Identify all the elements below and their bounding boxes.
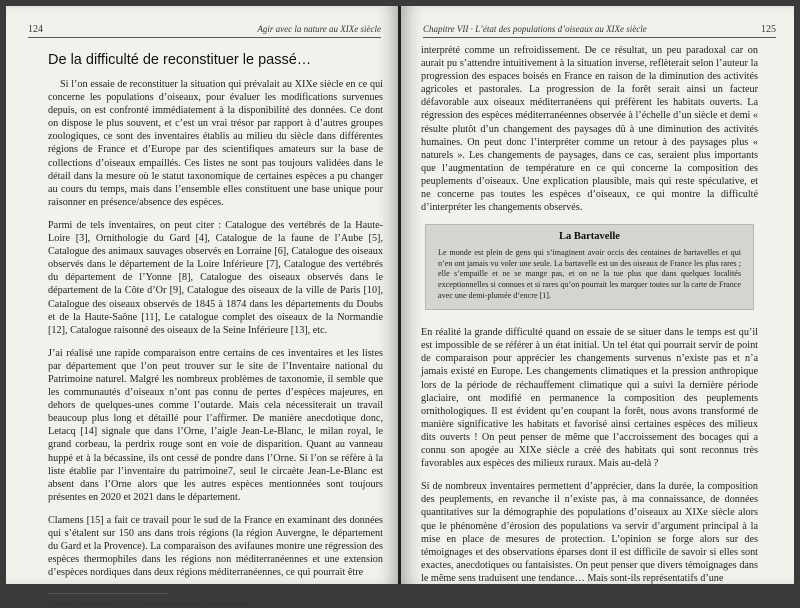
left-running-title: Agir avec la nature au XIXe siècle: [257, 24, 381, 34]
right-page-number: 125: [761, 24, 776, 35]
left-paragraph-2: Parmi de tels inventaires, on peut citer : Catalogue des vertébrés de la Haute-Loire [3], Ornithologie du Gard [4], Catalogue de la faune de l’Aube [5], Catalogue des animaux sauvages observés en Lorraine [6], Catalogue des oiseaux observés dans le département de la Loire Inférieure [7], Catalogue des vertébrés du département de l’Yonne [8], Catalogue des oiseaux observés dans le département de la Côte d’Or [9], Catalogue des oiseaux de la ville de Paris [10], Catalogue des oiseaux observés de 1845 à 1874 dans les départements du Doubs et de la Haute-Saône [11], Le catalogue complet des oiseaux de la Normandie [12], Catalogue raisonné des oiseaux de la Seine Inférieure [13], etc.: [48, 219, 383, 336]
right-text-block: [421, 44, 758, 595]
left-paragraph-3: J’ai réalisé une rapide comparaison entre certains de ces inventaires et les listes par département que l’on peut trouver sur le site de l’Inventaire national du Patrimoine naturel. Malgré les nombreux problèmes de taxonomie, il semble que les communautés d’oiseaux n’ont pas connu de pertes d’espèces majeures, en dehors de quelques-unes comme l’outarde. Mais cela nécessiterait un travail beaucoup plus long et détaillé pour l’affirmer. De manière anecdotique donc, Letacq [14] signale que dans l’Orne, l’aigle Jean-Le-Blanc, le milan royal, le grand corbeau, la perdrix rouge sont en voie de disparition. Quant au vanneau huppé et à la bécassine, ils ont cessé de pondre dans l’Orne. Si l’on se réfère à la liste établie par l’inventaire du patrimoine7, seul le circaète Jean-Le-Blanc est absent dans l’Orne alors que les autres espèces mentionnées sont toujours présentes en 2020 et 2021 dans le département.: [48, 347, 383, 503]
left-page: [6, 6, 399, 608]
right-paragraph-1: interprété comme un refroidissement. De ce résultat, un peu paradoxal car on aurait pu s’attendre intuitivement à la situation inverse, reflèterait selon l’auteur la progression des espaces boisés en France en raison de la diminution des activités agricoles et pastorales. La progression de la forêt serait ainsi un facteur défavorable aux oiseaux méditerranéens qui préfèrent les habitats ouverts. La régression des espèces méditerranéennes observée à l’échelle d’un siècle et demi « résulte plutôt d’un changement des paysages dû à une diminution des activités humaines. On peut donc l’interpréter comme un retour à des paysages plus « naturels ». Les changements de paysages, dans ce cas, seraient plus importants que l’augmentation de température en ce qui concerne la composition des peuplements d’oiseaux. Une explication plausible, mais qui reste spéculative, et ne concerne pas toutes les espèces d’oiseaux, ce qui montre la difficulté d’interpréter les changements observés.: [421, 45, 758, 214]
right-running-title: Chapitre VII · L’état des populations d’oiseaux au XIXe siècle: [423, 24, 647, 34]
left-paragraph-4: Clamens [15] a fait ce travail pour le sud de la France en examinant des données qui s’étalent sur 150 ans dans trois régions (la région Auvergne, le département du Gard et la Provence). La comparaison des avifaunes montre une régression des espèces thermophiles dans les régions non méditerranéennes et une extension d’espèces nordiques dans deux régions méditerranéennes, ce qui pourrait être: [48, 514, 383, 579]
right-running-head: [423, 24, 776, 38]
footnote: 7 https://inpn.mnhn.fr/collTerr/departement/61/tab/especes: [48, 598, 248, 608]
box-title: La Bartavelle: [559, 231, 620, 243]
left-page-number: 124: [28, 24, 43, 35]
right-page: [401, 6, 794, 584]
left-text-block: [48, 42, 383, 608]
section-title: De la difficulté de reconstituer le passé…: [48, 52, 312, 68]
footnote-rule: [48, 593, 168, 594]
right-paragraph-3: Si de nombreux inventaires permettent d’apprécier, dans la durée, la composition des peuplements, en revanche il n’existe pas, à ma connaissance, de données quantitatives sur la démographie des populations d’oiseaux au XIXe siècle alors que le phénomène d’érosion des populations va servir d’argument principal à la mise en place de mesures de protection. L’opinion se forge alors sur des témoignages et des observations éparses dont il est difficile de savoir si elles sont exactes, anecdotiques ou fantaisistes. On peut penser que divers témoignages dans le même sens traduisent une tendance… Mais sont-ils représentatifs d’une: [421, 481, 758, 584]
left-paragraph-1: Si l’on essaie de reconstituer la situation qui prévalait au XIXe siècle en ce qui concerne les populations d’oiseaux, pour évaluer les modifications survenues depuis, on est confronté immédiatement à la disponibilité des données. Ce dont on dispose le plus souvent, et c’est un vrai trésor par rapport à d’autres groupes zoologiques, ce sont des inventaires établis au milieu du siècle dans différentes régions de France et d’Europe par des scientifiques amateurs sur la base de collections d’oiseaux empaillés. Ces listes ne sont pas toujours validées dans le détail dans la mesure où le statut taxonomique de certaines espèces a pu changer au cours du temps, mais dans l’ensemble elles constituent une base unique pour raisonner en présence/absence des espèces.: [48, 79, 383, 208]
box-text: Le monde est plein de gens qui s’imaginent avoir occis des centaines de bartavelles et qui n’en ont jamais vu voler une seule. La bartavelle est un des oiseaux de France les plus rares ; elle s’empaille et ne se mange pas, et on ne la tue plus que dans quelques localités exceptionnelles si connues et si rares qu’on pourrait les marquer toutes sur la carte de France avec une demi-plumée d’encre [1].: [438, 248, 741, 300]
right-paragraph-2: En réalité la grande difficulté quand on essaie de se situer dans le temps est qu’il est impossible de se référer à un état initial. Un tel état qui pourrait servir de point de comparaison pour apprécier les changements survenus n’existe pas et n’a jamais existé en Europe. Les changements climatiques et la pression anthropique lors de la période de réchauffement climatique qui a suivi la dernière période glaciaire, ont modifié en permanence la composition des peuplements ornithologiques. Il est évident qu’en coupant la forêt, nous avons transformé de manière significative les habitats et favorisé ainsi certaines espèces des milieux dits ouverts ! On peut penser de même que l’accroissement des bocages qui a connu son apogée au XIXe siècle a créé des habitats qui sont reconnus très favorables aux espèces des milieux ruraux. Mais au-delà ?: [421, 327, 758, 470]
bartavelle-box: [425, 224, 754, 310]
left-running-head: [28, 24, 381, 38]
